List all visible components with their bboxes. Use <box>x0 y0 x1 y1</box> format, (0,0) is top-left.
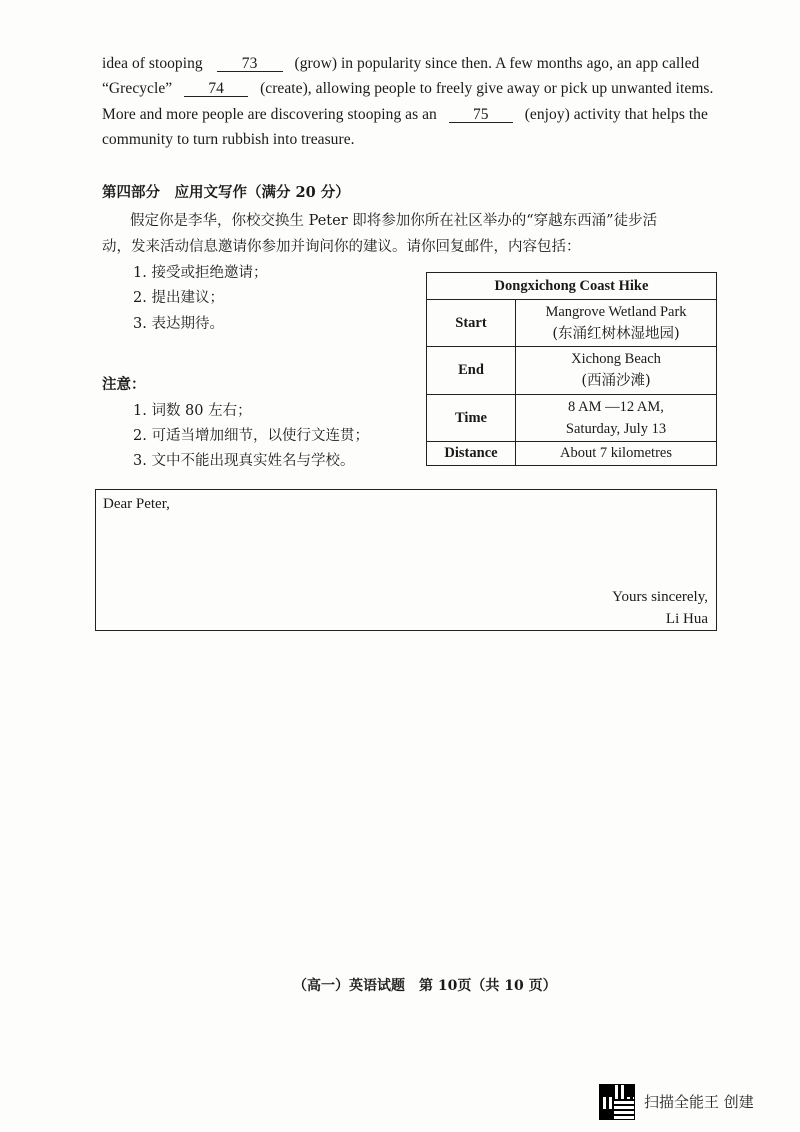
time-value-line-1: 8 AM —12 AM, <box>568 398 664 415</box>
content-item-2: 2. 提出建议； <box>133 290 224 306</box>
passage-line-1 <box>102 55 699 73</box>
note-item-2: 2. 可适当增加细节，以使行文连贯； <box>133 428 369 444</box>
start-label: Start <box>427 300 516 347</box>
scanner-watermark: 扫描全能王 创建 <box>644 1093 754 1111</box>
end-value-en: Xichong Beach <box>571 351 661 368</box>
notes-title: 注意： <box>102 376 146 393</box>
table-title: Dongxichong Coast Hike <box>427 273 717 300</box>
start-value <box>516 300 717 347</box>
content-item-1: 1. 接受或拒绝邀请； <box>133 265 268 281</box>
end-label: End <box>427 347 516 394</box>
letter-answer-box[interactable] <box>95 489 717 631</box>
letter-closing: Yours sincerely, <box>612 589 708 605</box>
time-value <box>516 394 717 441</box>
distance-label: Distance <box>427 441 516 465</box>
time-value-line-2: Saturday, July 13 <box>565 420 667 437</box>
blank-73: 73 <box>217 56 283 72</box>
passage-text: (grow) in popularity since then. A few months ago, an app called <box>294 55 700 72</box>
distance-value: About 7 kilometres <box>516 441 717 465</box>
passage-text: idea of stooping <box>102 55 203 72</box>
letter-greeting: Dear Peter, <box>103 496 170 512</box>
passage-text: (create), allowing people to freely give away or pick up unwanted items. <box>260 80 714 97</box>
note-item-1: 1. 词数 80 左右； <box>133 403 252 419</box>
passage-text: “Grecycle” <box>102 80 173 97</box>
prompt-line-1: 假定你是李华，你校交换生 Peter 即将参加你所在社区举办的“穿越东西涌”徒步活 <box>130 213 658 229</box>
qr-code-icon <box>599 1084 635 1120</box>
prompt-line-2: 动，发来活动信息邀请你参加并询问你的建议。请你回复邮件，内容包括： <box>102 239 581 255</box>
end-value <box>516 347 717 394</box>
passage-text: More and more people are discovering stooping as an <box>102 106 437 123</box>
letter-signature: Li Hua <box>665 611 708 627</box>
blank-75: 75 <box>449 107 513 123</box>
note-item-3: 3. 文中不能出现真实姓名与学校。 <box>133 453 355 469</box>
content-item-3: 3. 表达期待。 <box>133 316 224 332</box>
end-value-cn: (西涌沙滩) <box>581 373 651 390</box>
start-value-cn: (东涌红树林湿地园) <box>552 326 680 343</box>
time-label: Time <box>427 394 516 441</box>
blank-74: 74 <box>184 81 248 97</box>
passage-line-4: community to turn rubbish into treasure. <box>102 131 355 148</box>
start-value-en: Mangrove Wetland Park <box>545 304 687 321</box>
event-info-table <box>426 272 717 466</box>
passage-line-2 <box>102 80 713 98</box>
section-heading: 第四部分 应用文写作（满分 20 分） <box>102 184 350 201</box>
passage-line-3 <box>102 106 708 124</box>
passage-text: (enjoy) activity that helps the <box>524 106 708 123</box>
page-footer: （高一）英语试题 第 10页（共 10 页） <box>293 978 557 994</box>
